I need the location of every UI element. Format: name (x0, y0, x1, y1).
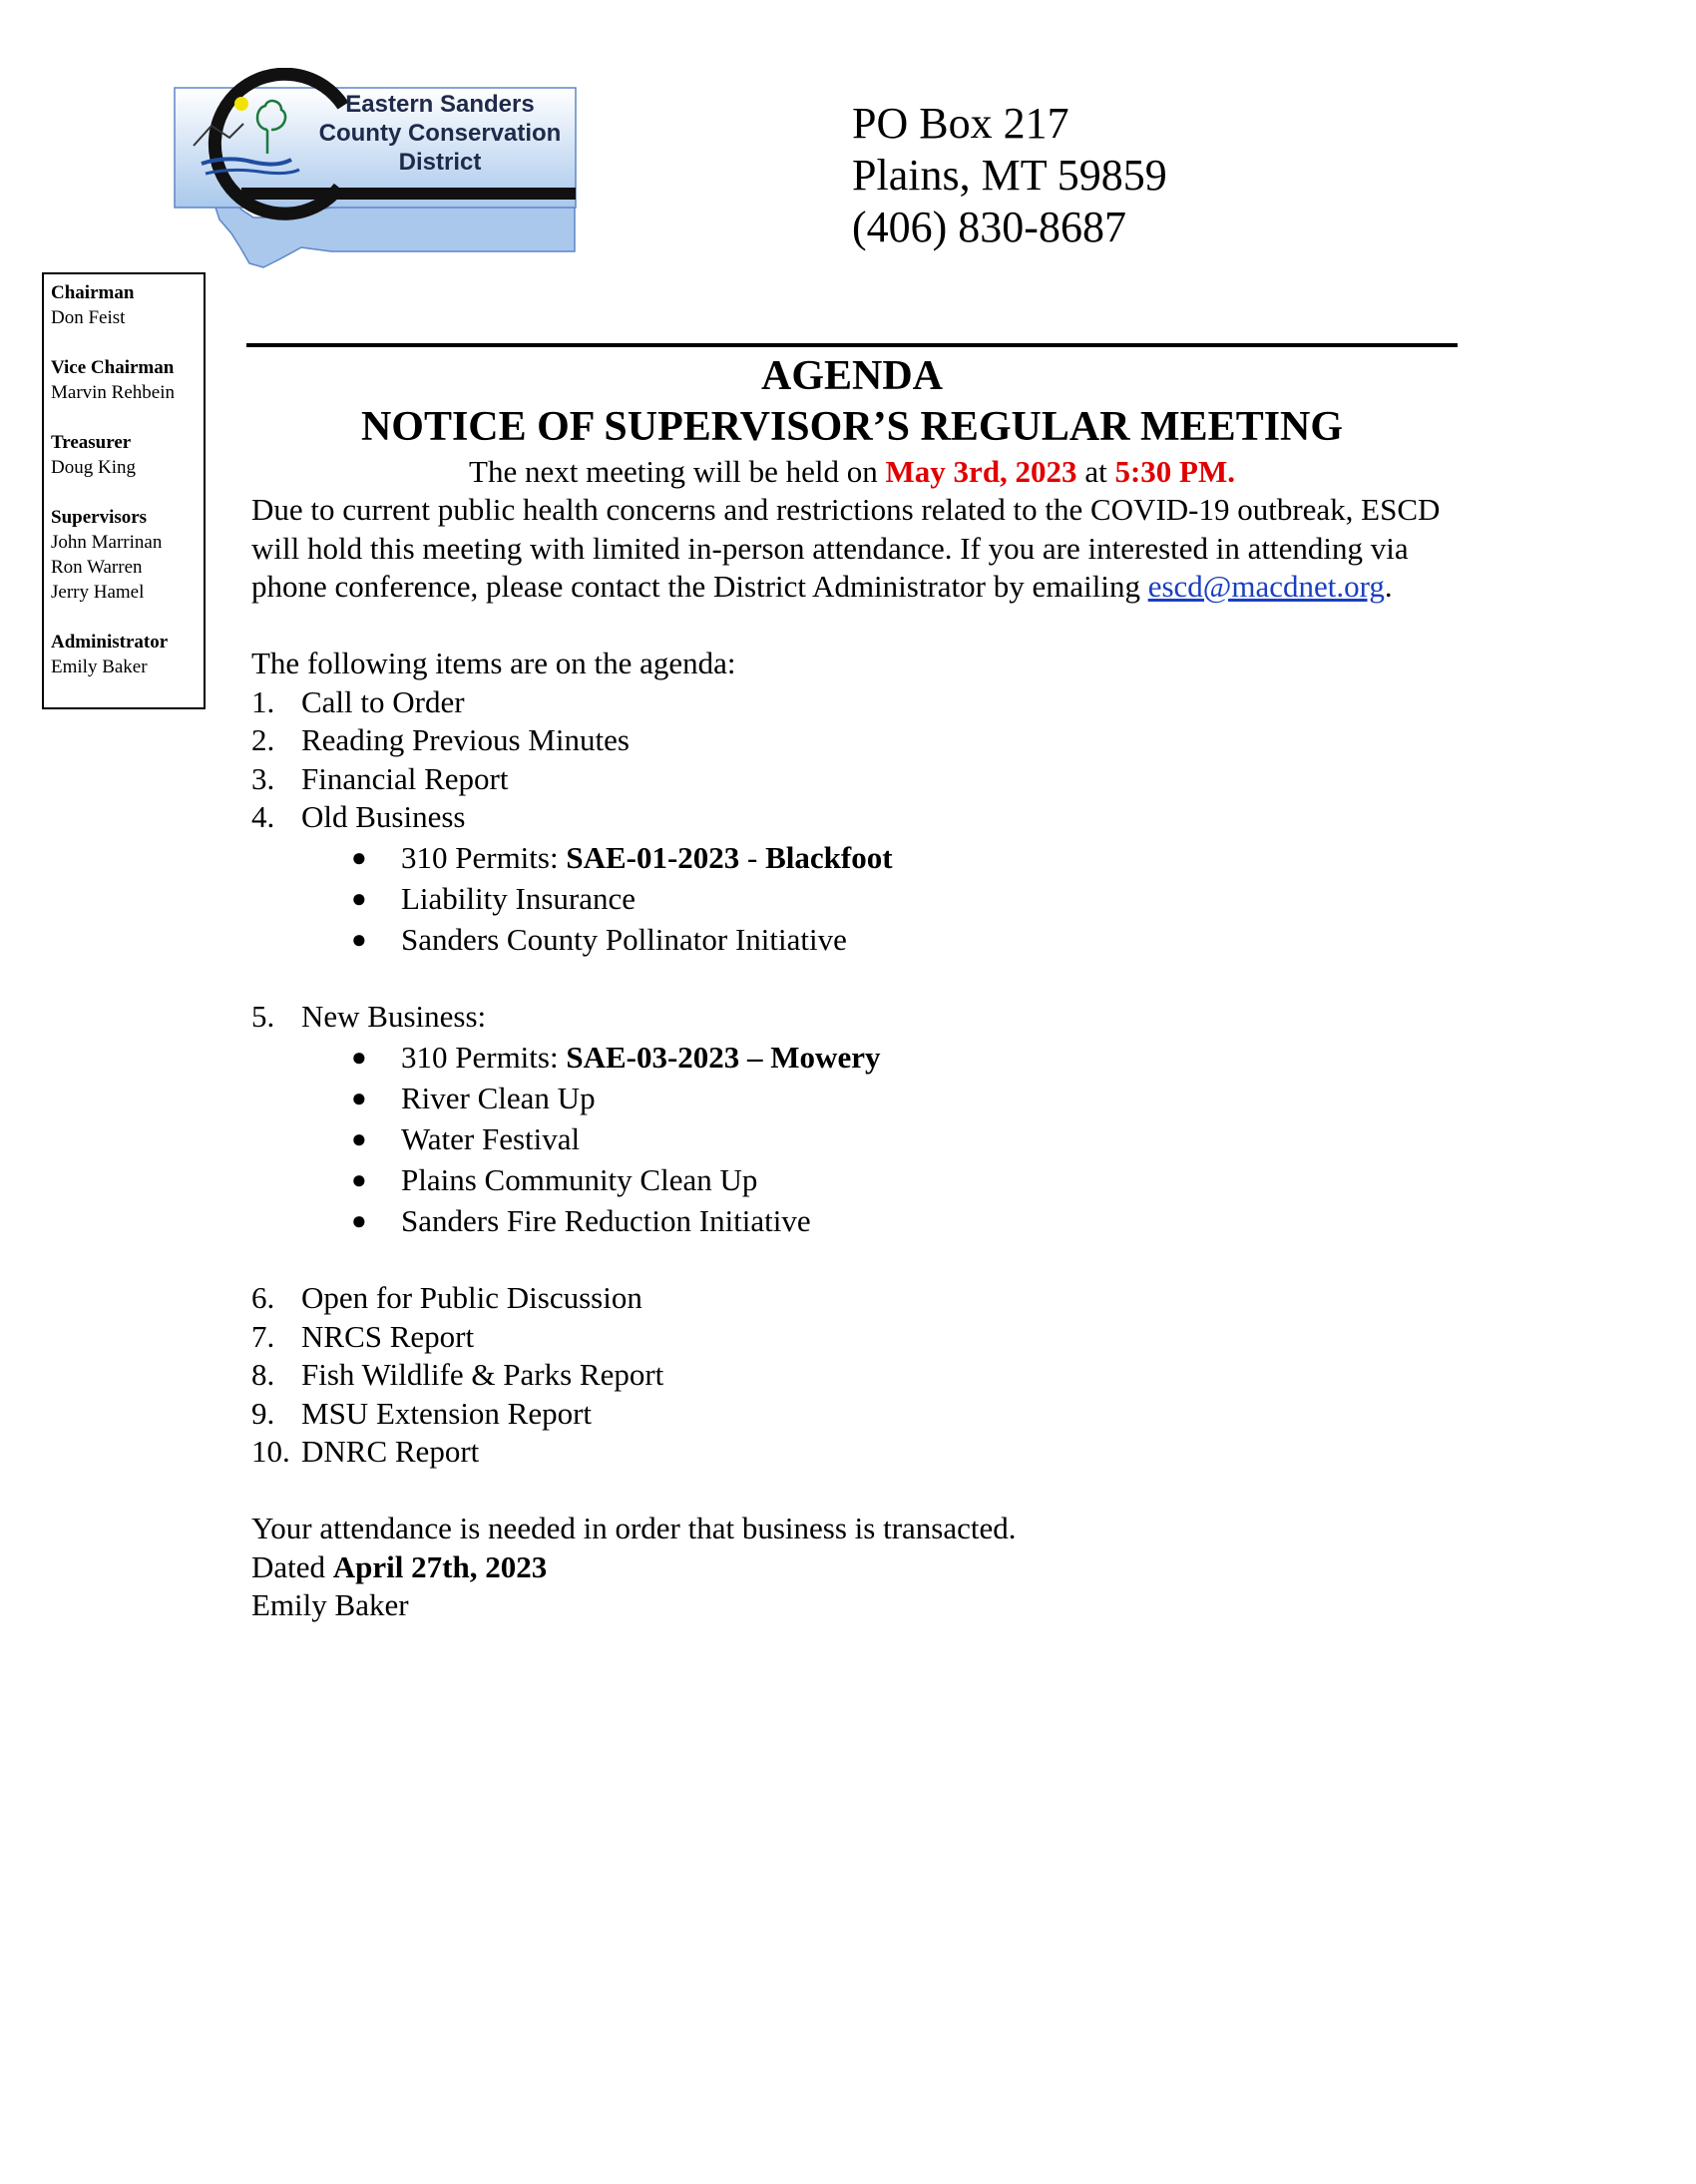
meeting-prefix: The next meeting will be held on (469, 454, 886, 489)
bullet-icon: ● (351, 1042, 367, 1072)
meeting-middle: at (1076, 454, 1115, 489)
meeting-time: 5:30 PM. (1114, 454, 1235, 489)
attendance-note: Your attendance is needed in order that business is transacted. (251, 1511, 1017, 1545)
agenda-item (251, 798, 1469, 837)
officer-role: Treasurer (51, 432, 132, 453)
agenda-body (251, 491, 1469, 1625)
officer-role: Administrator (51, 632, 169, 653)
officers-box (42, 272, 206, 709)
meeting-date: May 3rd, 2023 (885, 454, 1077, 489)
agenda-item-number: 7. (251, 1318, 275, 1354)
page-title: AGENDA (760, 353, 943, 399)
officer-role: Vice Chairman (51, 357, 175, 378)
list-item (351, 1159, 1469, 1200)
agenda-item-label: Reading Previous Minutes (301, 722, 630, 757)
agenda-item-label: MSU Extension Report (301, 1395, 593, 1431)
agenda-item-number: 8. (251, 1357, 275, 1392)
logo-text (306, 90, 574, 177)
agenda-item-label: Financial Report (301, 760, 509, 796)
agenda-item-label: Call to Order (301, 683, 465, 719)
notice-text: Due to current public health concerns and restrictions related to the COVID-19 outbreak, ESCD will hold this meeting with limited in-person attendance. If you are interested in attending via phone conference, please contact the District Administrator by emailing (251, 492, 1441, 604)
agenda-intro: The following items are on the agenda: (251, 646, 736, 680)
item-text: Sanders County Pollinator Initiative (401, 921, 847, 957)
bullet-icon: ● (351, 842, 367, 872)
list-item (351, 919, 1469, 960)
agenda-item-label: New Business: (301, 999, 487, 1034)
officer-name: Don Feist (51, 307, 126, 328)
logo-line-3: District (398, 149, 482, 176)
bullet-icon: ● (351, 1083, 367, 1112)
officer-supervisors (51, 505, 204, 605)
dated-label: Dated (251, 1548, 333, 1584)
agenda-item (251, 1433, 1469, 1472)
address-phone: (406) 830-8687 (852, 203, 1126, 251)
logo-line-2: County Conservation (318, 120, 562, 147)
item-text: Water Festival (401, 1120, 581, 1156)
officer-name: Emily Baker (51, 656, 148, 677)
permit-name: Blackfoot (765, 839, 893, 875)
permit-number: SAE-03-2023 – Mowery (566, 1039, 881, 1075)
signature-name: Emily Baker (251, 1587, 409, 1622)
agenda-item-label: Fish Wildlife & Parks Report (301, 1357, 664, 1392)
item-separator: - (739, 839, 766, 875)
officer-name: John Marrinan (51, 532, 163, 553)
agenda-item-label: Old Business (301, 799, 466, 834)
mailing-address (852, 98, 1167, 253)
agenda-item-label: NRCS Report (301, 1318, 475, 1354)
agenda-item-number: 9. (251, 1395, 275, 1431)
dated-value: April 27th, 2023 (332, 1548, 548, 1584)
old-business-list (251, 837, 1469, 960)
agenda-item (251, 721, 1469, 760)
bullet-icon: ● (351, 1164, 367, 1194)
agenda-item-label: DNRC Report (301, 1434, 480, 1469)
list-item (351, 1037, 1469, 1078)
officer-administrator (51, 630, 204, 679)
contact-email-link[interactable]: escd@macdnet.org (1147, 569, 1385, 604)
district-logo (172, 68, 581, 277)
list-item (351, 1200, 1469, 1241)
permit-number: SAE-01-2023 (566, 839, 740, 875)
list-item (351, 878, 1469, 919)
officer-name: Jerry Hamel (51, 582, 145, 603)
bullet-icon: ● (351, 883, 367, 913)
agenda-item (251, 998, 1469, 1037)
meeting-announcement (246, 453, 1458, 491)
agenda-item-number: 1. (251, 683, 275, 719)
list-item (351, 1118, 1469, 1159)
officer-name: Doug King (51, 457, 136, 478)
officer-role: Chairman (51, 282, 135, 303)
agenda-item (251, 683, 1469, 722)
address-city: Plains, MT 59859 (852, 151, 1167, 200)
officer-name: Marvin Rehbein (51, 382, 176, 403)
new-business-list (251, 1037, 1469, 1241)
agenda-item (251, 760, 1469, 799)
agenda-item-number: 5. (251, 999, 275, 1034)
officer-vice-chairman (51, 355, 204, 405)
notice-end: . (1384, 569, 1393, 604)
agenda-item-label: Open for Public Discussion (301, 1280, 642, 1315)
item-text: 310 Permits: (401, 839, 567, 875)
list-item (351, 837, 1469, 878)
agenda-item-number: 10. (251, 1434, 290, 1469)
agenda-item-number: 2. (251, 722, 275, 757)
bullet-icon: ● (351, 1123, 367, 1153)
page-subtitle: NOTICE OF SUPERVISOR’S REGULAR MEETING (360, 404, 1344, 450)
bullet-icon: ● (351, 1205, 367, 1235)
logo-line-1: Eastern Sanders (345, 91, 535, 118)
item-text: Plains Community Clean Up (401, 1161, 758, 1197)
dated-line (251, 1548, 1469, 1587)
agenda-item (251, 1318, 1469, 1357)
agenda-item (251, 1395, 1469, 1434)
item-text: 310 Permits: (401, 1039, 567, 1075)
item-text: River Clean Up (401, 1080, 596, 1115)
officer-chairman (51, 280, 204, 330)
agenda-item (251, 1356, 1469, 1395)
agenda-item-number: 3. (251, 760, 275, 796)
header-rule (246, 343, 1458, 347)
officer-role: Supervisors (51, 507, 148, 528)
covid-notice (251, 491, 1469, 607)
officer-treasurer (51, 430, 204, 480)
item-text: Sanders Fire Reduction Initiative (401, 1202, 811, 1238)
agenda-item-number: 6. (251, 1280, 275, 1315)
address-po-box: PO Box 217 (852, 99, 1069, 148)
officer-name: Ron Warren (51, 557, 143, 578)
agenda-item-number: 4. (251, 799, 275, 834)
bullet-icon: ● (351, 924, 367, 954)
item-text: Liability Insurance (401, 880, 636, 916)
agenda-item (251, 1279, 1469, 1318)
list-item (351, 1078, 1469, 1118)
